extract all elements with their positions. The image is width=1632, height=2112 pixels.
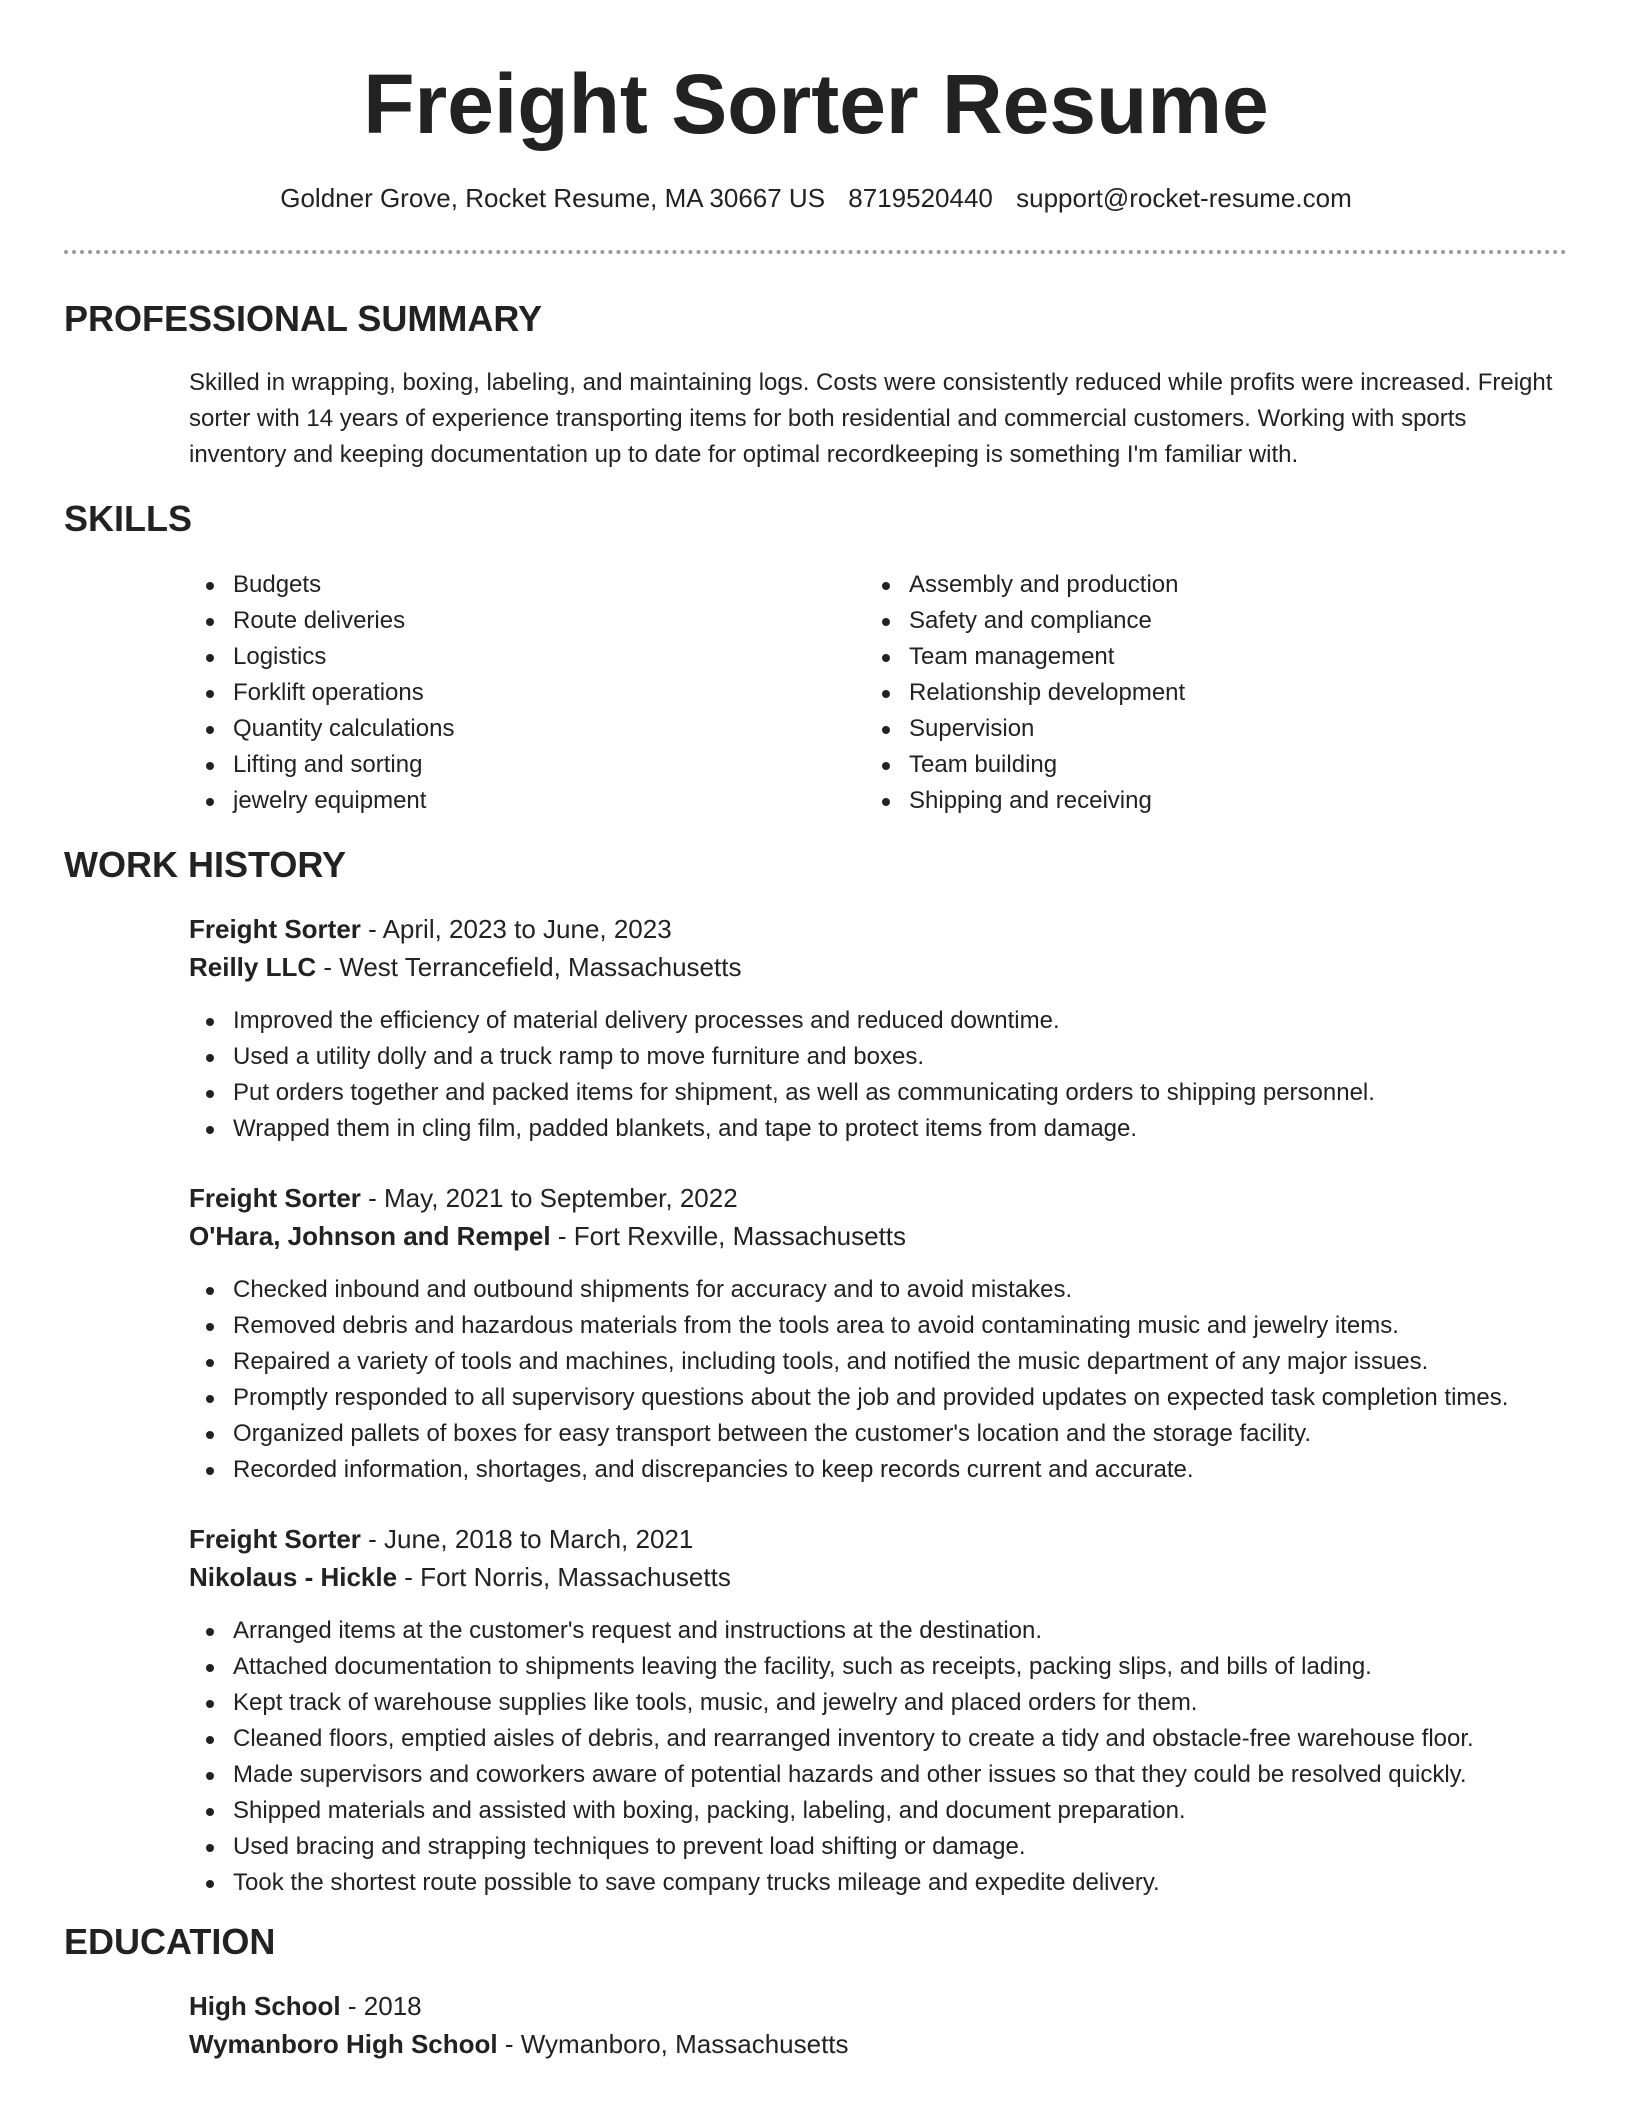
skill-item: Supervision [865, 711, 1185, 747]
education-location: - Wymanboro, Massachusetts [497, 2029, 849, 2059]
skill-item: Team management [865, 639, 1185, 675]
job-duty: Cleaned floors, emptied aisles of debris, and rearranged inventory to create a tidy and obstacle-free warehouse floor. [189, 1721, 1589, 1757]
job-title-line [189, 910, 672, 948]
summary-heading: PROFESSIONAL SUMMARY [64, 298, 543, 339]
skill-item: jewelry equipment [189, 783, 454, 819]
skill-item: Team building [865, 747, 1185, 783]
job-dates: - June, 2018 to March, 2021 [360, 1524, 694, 1554]
job-duty: Put orders together and packed items for shipment, as well as communicating orders to shipping personnel. [189, 1075, 1589, 1111]
skills-list-left [189, 567, 454, 819]
job-duty: Took the shortest route possible to save company trucks mileage and expedite delivery. [189, 1865, 1589, 1901]
education-year: - 2018 [340, 1991, 422, 2021]
job-role: Freight Sorter [189, 1183, 361, 1213]
job-company: Reilly LLC [189, 952, 317, 982]
education-school-line [189, 2025, 849, 2063]
education-heading: EDUCATION [64, 1921, 276, 1962]
skill-item: Shipping and receiving [865, 783, 1185, 819]
job-duty: Wrapped them in cling film, padded blankets, and tape to protect items from damage. [189, 1111, 1589, 1147]
job-duty: Attached documentation to shipments leaving the facility, such as receipts, packing slips, and bills of lading. [189, 1649, 1589, 1685]
skill-item: Budgets [189, 567, 454, 603]
job-duty: Used bracing and strapping techniques to prevent load shifting or damage. [189, 1829, 1589, 1865]
job-duty: Kept track of warehouse supplies like tools, music, and jewelry and placed orders for them. [189, 1685, 1589, 1721]
job-duty: Promptly responded to all supervisory questions about the job and provided updates on expected task completion times. [189, 1380, 1589, 1416]
contact-email: support@rocket-resume.com [1016, 183, 1352, 213]
job-duty: Repaired a variety of tools and machines, including tools, and notified the music department of any major issues. [189, 1344, 1589, 1380]
job-duty: Recorded information, shortages, and discrepancies to keep records current and accurate. [189, 1452, 1589, 1488]
skill-item: Assembly and production [865, 567, 1185, 603]
job-company: O'Hara, Johnson and Rempel [189, 1221, 551, 1251]
skill-item: Relationship development [865, 675, 1185, 711]
job-duty: Shipped materials and assisted with boxing, packing, labeling, and document preparation. [189, 1793, 1589, 1829]
job-company-line [189, 948, 741, 986]
job-duties-list [189, 1613, 1589, 1901]
skill-item: Logistics [189, 639, 454, 675]
job-title-line [189, 1520, 693, 1558]
skill-item: Lifting and sorting [189, 747, 454, 783]
job-duties-list [189, 1272, 1589, 1488]
job-location: - Fort Norris, Massachusetts [397, 1562, 731, 1592]
job-location: - West Terrancefield, Massachusetts [316, 952, 742, 982]
job-company-line [189, 1217, 906, 1255]
skill-item: Route deliveries [189, 603, 454, 639]
job-duty: Organized pallets of boxes for easy transport between the customer's location and the storage facility. [189, 1416, 1589, 1452]
skill-item: Forklift operations [189, 675, 454, 711]
education-degree: High School [189, 1991, 341, 2021]
job-duty: Used a utility dolly and a truck ramp to move furniture and boxes. [189, 1039, 1589, 1075]
job-duties-list [189, 1003, 1589, 1147]
job-duty: Made supervisors and coworkers aware of potential hazards and other issues so that they could be resolved quickly. [189, 1757, 1589, 1793]
job-role: Freight Sorter [189, 1524, 361, 1554]
skills-list-right [865, 567, 1185, 819]
job-title-line [189, 1179, 738, 1217]
job-duty: Removed debris and hazardous materials from the tools area to avoid contaminating music and jewelry items. [189, 1308, 1589, 1344]
job-dates: - April, 2023 to June, 2023 [360, 914, 672, 944]
contact-phone: 8719520440 [848, 183, 993, 213]
education-degree-line [189, 1987, 422, 2025]
skills-heading: SKILLS [64, 498, 193, 539]
summary-text: Skilled in wrapping, boxing, labeling, and maintaining logs. Costs were consistently reduced while profits were increased. Freight sorter with 14 years of experience transporting items for both residential and commercial customers. Working with sports inventory and keeping documentation up to date for optimal recordkeeping is something I'm familiar with. [189, 369, 1553, 468]
contact-line [0, 180, 1632, 216]
resume-title: Freight Sorter Resume [363, 57, 1269, 151]
job-duty: Checked inbound and outbound shipments for accuracy and to avoid mistakes. [189, 1272, 1589, 1308]
contact-address: Goldner Grove, Rocket Resume, MA 30667 US [280, 183, 826, 213]
job-dates: - May, 2021 to September, 2022 [360, 1183, 738, 1213]
job-duty: Improved the efficiency of material delivery processes and reduced downtime. [189, 1003, 1589, 1039]
job-location: - Fort Rexville, Massachusetts [550, 1221, 907, 1251]
job-company-line [189, 1558, 731, 1596]
education-school: Wymanboro High School [189, 2029, 498, 2059]
work-history-heading: WORK HISTORY [64, 844, 347, 885]
header-divider [64, 250, 1567, 254]
skill-item: Quantity calculations [189, 711, 454, 747]
skill-item: Safety and compliance [865, 603, 1185, 639]
job-role: Freight Sorter [189, 914, 361, 944]
job-duty: Arranged items at the customer's request and instructions at the destination. [189, 1613, 1589, 1649]
job-company: Nikolaus - Hickle [189, 1562, 398, 1592]
